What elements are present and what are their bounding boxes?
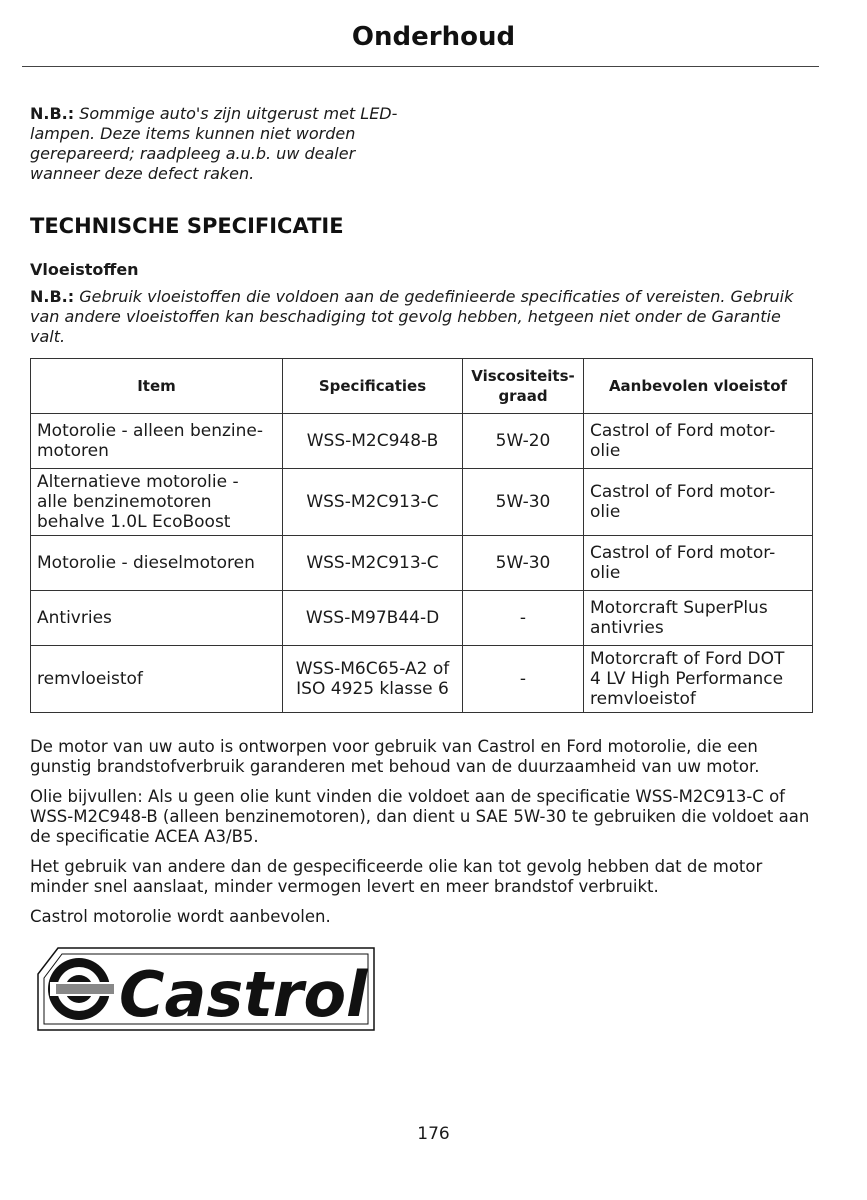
cell-spec: WSS-M2C948-B (283, 414, 463, 469)
cell-fluid: Castrol of Ford motor- olie (584, 414, 813, 469)
table-header-row (31, 359, 813, 414)
cell-item: remvloeistof (31, 646, 283, 713)
cell-viscosity: 5W-20 (463, 414, 584, 469)
table-row (31, 591, 813, 646)
col-header-recommended-fluid: Aanbevolen vloeistof (584, 359, 813, 414)
cell-fluid: Motorcraft of Ford DOT 4 LV High Performance remvloeistof (584, 646, 813, 713)
col-header-viscosity: Viscositeits- graad (463, 359, 584, 414)
table-row (31, 536, 813, 591)
cell-item: Motorolie - alleen benzine- motoren (31, 414, 283, 469)
cell-viscosity: 5W-30 (463, 536, 584, 591)
cell-fluid: Castrol of Ford motor- olie (584, 469, 813, 536)
logo-wordmark: Castrol (119, 958, 368, 1031)
cell-viscosity: - (463, 646, 584, 713)
paragraph-castrol-ford: De motor van uw auto is ontworpen voor gebruik van Castrol en Ford motorolie, die een gunstig brandstofverbruik garanderen met behoud van de duurzaamheid van uw motor. (30, 737, 760, 776)
paragraph-recommendation: Castrol motorolie wordt aanbevolen. (30, 907, 331, 926)
cell-spec: WSS-M6C65-A2 of ISO 4925 klasse 6 (283, 646, 463, 713)
cell-viscosity: 5W-30 (463, 469, 584, 536)
note-text: Gebruik vloeistoffen die voldoen aan de gedefinieerde specificaties of vereisten. Gebruik van andere vloeistoffen kan beschadiging tot gevolg hebben, hetgeen niet onder de Garantie valt. (30, 287, 794, 346)
note-label: N.B.: (30, 104, 75, 123)
cell-item: Alternatieve motorolie - alle benzinemotoren behalve 1.0L EcoBoost (31, 469, 283, 536)
note-led (30, 104, 410, 184)
header-divider (22, 66, 819, 67)
cell-spec: WSS-M97B44-D (283, 591, 463, 646)
note-label: N.B.: (30, 287, 75, 306)
paragraph-other-oil: Het gebruik van andere dan de gespecificeerde olie kan tot gevolg hebben dat de motor minder snel aanslaat, minder vermogen levert en meer brandstof verbruikt. (30, 857, 763, 896)
cell-fluid: Motorcraft SuperPlus antivries (584, 591, 813, 646)
col-header-item: Item (31, 359, 283, 414)
page-header-title: Onderhoud (351, 22, 516, 52)
table-row (31, 469, 813, 536)
cell-item: Antivries (31, 591, 283, 646)
cell-spec: WSS-M2C913-C (283, 469, 463, 536)
note-fluids (30, 287, 820, 347)
col-header-specifications: Specificaties (283, 359, 463, 414)
castrol-logo (34, 944, 378, 1034)
table-row (31, 414, 813, 469)
table-row (31, 646, 813, 713)
page-number: 176 (417, 1124, 450, 1144)
section-title: TECHNISCHE SPECIFICATIE (30, 214, 344, 238)
cell-item: Motorolie - dieselmotoren (31, 536, 283, 591)
cell-viscosity: - (463, 591, 584, 646)
cell-spec: WSS-M2C913-C (283, 536, 463, 591)
subsection-title: Vloeistoffen (30, 260, 139, 279)
paragraph-oil-refill: Olie bijvullen: Als u geen olie kunt vinden die voldoet aan de specificatie WSS-M2C913-C of WSS-M2C948-B (alleen benzinemotoren), dan dient u SAE 5W-30 te gebruiken die voldoet aan de specificatie ACEA A3/B5. (30, 787, 810, 846)
fluids-spec-table (30, 358, 813, 713)
note-text: Sommige auto's zijn uitgerust met LED-lampen. Deze items kunnen niet worden gerepareerd; raadpleeg a.u.b. uw dealer wanneer deze defect raken. (30, 104, 398, 183)
cell-fluid: Castrol of Ford motor- olie (584, 536, 813, 591)
